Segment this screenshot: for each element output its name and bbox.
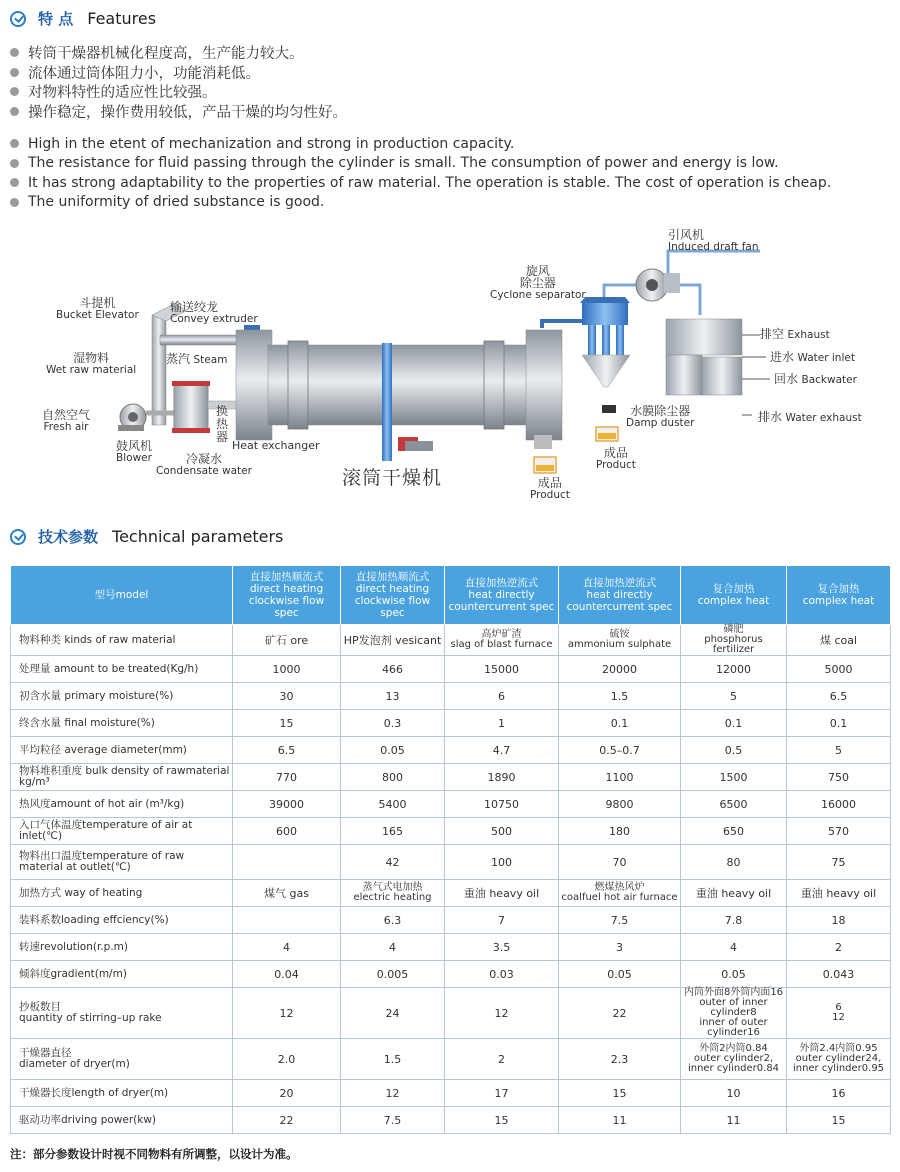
table-cell: 75 — [787, 845, 891, 880]
table-cell: 6 12 — [787, 988, 891, 1039]
list-item: 流体通过筒体阻力小，功能消耗低。 — [10, 63, 347, 83]
table-cell: 15 — [787, 1107, 891, 1134]
table-row — [11, 880, 891, 907]
table-cell: 磷肥 phosphorus fertilizer — [681, 625, 787, 656]
row-label: 装料系数loading effciency(%) — [11, 907, 233, 934]
table-cell: 0.05 — [341, 737, 445, 764]
table-cell: 18 — [787, 907, 891, 934]
table-cell: 15 — [445, 1107, 559, 1134]
table-cell: 1100 — [559, 764, 681, 791]
table-cell: 12 — [341, 1080, 445, 1107]
table-row — [11, 683, 891, 710]
table-row — [11, 1080, 891, 1107]
diagram-title: 滚筒干燥机 — [342, 467, 443, 489]
column-header-spec: 直接加热逆流式 heat directly countercurrent spec — [559, 566, 681, 625]
params-title-en: Technical parameters — [112, 527, 284, 546]
row-label: 抄板数目 quantity of stirring–up rake — [11, 988, 233, 1039]
table-cell: 15 — [233, 710, 341, 737]
table-row — [11, 818, 891, 845]
row-label: 物料出口温度temperature of raw material at outlet(℃) — [11, 845, 233, 880]
row-label: 加热方式 way of heating — [11, 880, 233, 907]
table-cell: 7.5 — [559, 907, 681, 934]
table-cell: 0.1 — [559, 710, 681, 737]
list-item: 转筒干燥器机械化程度高，生产能力较大。 — [10, 43, 347, 63]
row-label: 干燥器直径 diameter of dryer(m) — [11, 1039, 233, 1080]
table-cell: 22 — [233, 1107, 341, 1134]
bullet-icon — [10, 68, 19, 77]
table-cell: 0.05 — [681, 961, 787, 988]
table-cell: 70 — [559, 845, 681, 880]
table-cell: 外筒2内筒0.84 outer cylinder2, inner cylinder0.84 — [681, 1039, 787, 1080]
column-header-spec: 直接加热顺流式 direct heating clockwise flow spec — [341, 566, 445, 625]
label-bucket-elevator: 斗提机 Bucket Elevator — [56, 296, 139, 321]
list-item: The resistance for fluid passing through the cylinder is small. The consumption of power and energy is low. — [10, 154, 831, 174]
table-row — [11, 625, 891, 656]
table-cell: 重油 heavy oil — [445, 880, 559, 907]
table-cell: 6.3 — [341, 907, 445, 934]
table-cell: 0.005 — [341, 961, 445, 988]
table-cell: 5000 — [787, 656, 891, 683]
bullet-icon — [10, 87, 19, 96]
row-label: 热风度amount of hot air (m³/kg) — [11, 791, 233, 818]
label-convey-extruder: 输送绞龙 Convey extruder — [170, 300, 258, 325]
table-cell: 7 — [445, 907, 559, 934]
features-heading — [10, 8, 156, 29]
table-cell: 4.7 — [445, 737, 559, 764]
table-cell: 1.5 — [341, 1039, 445, 1080]
label-fresh-air: 自然空气 Fresh air — [42, 408, 91, 433]
table-cell: 30 — [233, 683, 341, 710]
features-title-zh: 特 点 — [38, 10, 74, 28]
row-label: 倾斜度gradient(m/m) — [11, 961, 233, 988]
table-cell: 3 — [559, 934, 681, 961]
table-row — [11, 1107, 891, 1134]
bullet-icon — [10, 159, 19, 168]
table-cell: 6.5 — [233, 737, 341, 764]
table-cell: 10750 — [445, 791, 559, 818]
table-cell: 500 — [445, 818, 559, 845]
table-row — [11, 961, 891, 988]
table-cell: 2 — [445, 1039, 559, 1080]
label-water-inlet: 进水 Water inlet — [770, 350, 855, 364]
table-row — [11, 988, 891, 1039]
check-circle-icon — [10, 11, 26, 27]
table-cell: 466 — [341, 656, 445, 683]
label-exhaust: 排空 Exhaust — [760, 327, 830, 341]
label-product-2: 成品 Product — [596, 446, 636, 471]
table-row — [11, 710, 891, 737]
table-cell: 39000 — [233, 791, 341, 818]
table-cell: 燃煤热风炉 coalfuel hot air furnace — [559, 880, 681, 907]
table-cell: 2.3 — [559, 1039, 681, 1080]
table-cell: 2.0 — [233, 1039, 341, 1080]
column-header-spec: 复合加热 complex heat — [787, 566, 891, 625]
table-cell: 3.5 — [445, 934, 559, 961]
row-label: 终含水量 final moisture(%) — [11, 710, 233, 737]
label-steam: 蒸汽 Steam — [166, 352, 228, 366]
table-row — [11, 737, 891, 764]
table-cell: 570 — [787, 818, 891, 845]
table-cell: 180 — [559, 818, 681, 845]
table-cell: 0.04 — [233, 961, 341, 988]
list-item: 对物料特性的适应性比较强。 — [10, 82, 347, 102]
table-cell: 0.1 — [681, 710, 787, 737]
features-list-zh — [10, 43, 347, 121]
features-title-en: Features — [87, 9, 157, 28]
table-cell: 5 — [681, 683, 787, 710]
label-water-exhaust: 排水 Water exhaust — [758, 410, 862, 424]
table-cell: 外筒2.4内筒0.95 outer cylinder24, inner cylinder0.95 — [787, 1039, 891, 1080]
table-cell: 100 — [445, 845, 559, 880]
table-cell: 770 — [233, 764, 341, 791]
table-cell: 24 — [341, 988, 445, 1039]
list-item: High in the etent of mechanization and strong in production capacity. — [10, 134, 831, 154]
table-cell: 650 — [681, 818, 787, 845]
table-cell: 重油 heavy oil — [787, 880, 891, 907]
table-cell: 1.5 — [559, 683, 681, 710]
table-cell: 2 — [787, 934, 891, 961]
table-cell — [233, 907, 341, 934]
table-cell: 20000 — [559, 656, 681, 683]
label-damp-duster: 水膜除尘器 Damp duster — [626, 404, 695, 429]
table-cell: 0.1 — [787, 710, 891, 737]
table-cell: 42 — [341, 845, 445, 880]
params-heading — [10, 526, 283, 547]
table-row — [11, 934, 891, 961]
table-cell: 0.3 — [341, 710, 445, 737]
bullet-icon — [10, 139, 19, 148]
table-cell: 矿石 ore — [233, 625, 341, 656]
label-condensate: 冷凝水 Condensate water — [156, 452, 252, 477]
label-wet-material: 湿物料 Wet raw material — [46, 351, 137, 376]
table-cell: 800 — [341, 764, 445, 791]
footnote: 注：部分参数设计时视不同物料有所调整，以设计为准。 — [10, 1147, 298, 1161]
table-cell: 4 — [233, 934, 341, 961]
label-blower: 鼓风机 Blower — [116, 439, 153, 464]
label-cyclone: 旋风 除尘器 Cyclone separator — [490, 264, 586, 301]
table-cell: 17 — [445, 1080, 559, 1107]
table-cell: 重油 heavy oil — [681, 880, 787, 907]
row-label: 物料堆积重度 bulk density of rawmaterial kg/m³ — [11, 764, 233, 791]
table-cell: 6 — [445, 683, 559, 710]
table-cell: 7.5 — [341, 1107, 445, 1134]
row-label: 物料种类 kinds of raw material — [11, 625, 233, 656]
table-cell: 165 — [341, 818, 445, 845]
label-induced-fan: 引风机 Induced draft fan — [668, 228, 759, 253]
table-cell: 0.5 — [681, 737, 787, 764]
table-cell: 硫铵 ammonium sulphate — [559, 625, 681, 656]
list-item: It has strong adaptability to the properties of raw material. The operation is stable. The cost of operation is cheap. — [10, 173, 831, 193]
row-label: 驱动功率driving power(kw) — [11, 1107, 233, 1134]
list-item: 操作稳定，操作费用较低，产品干燥的均匀性好。 — [10, 102, 347, 122]
list-item: The uniformity of dried substance is good. — [10, 193, 831, 213]
table-cell: 12 — [445, 988, 559, 1039]
table-cell: 12000 — [681, 656, 787, 683]
features-list-en — [10, 134, 831, 212]
table-cell: 22 — [559, 988, 681, 1039]
table-cell: 1500 — [681, 764, 787, 791]
table-cell: 15 — [559, 1080, 681, 1107]
table-cell: 1000 — [233, 656, 341, 683]
table-cell: 13 — [341, 683, 445, 710]
table-cell: 15000 — [445, 656, 559, 683]
table-cell: 5400 — [341, 791, 445, 818]
table-cell: HP发泡剂 vesicant — [341, 625, 445, 656]
table-cell: 4 — [681, 934, 787, 961]
table-cell: 5 — [787, 737, 891, 764]
table-row — [11, 764, 891, 791]
process-diagram — [0, 225, 900, 515]
table-cell: 0.03 — [445, 961, 559, 988]
table-cell: 1890 — [445, 764, 559, 791]
table-cell: 9800 — [559, 791, 681, 818]
table-cell: 6.5 — [787, 683, 891, 710]
table-cell: 80 — [681, 845, 787, 880]
table-row — [11, 1039, 891, 1080]
params-table — [10, 565, 891, 1134]
table-row — [11, 907, 891, 934]
label-product-1: 成品 Product — [530, 476, 570, 501]
row-label: 处理量 amount to be treated(Kg/h) — [11, 656, 233, 683]
table-cell: 0.043 — [787, 961, 891, 988]
table-cell: 600 — [233, 818, 341, 845]
table-cell: 内筒外面8外筒内面16 outer of inner cylinder8 inner of outer cylinder16 — [681, 988, 787, 1039]
table-cell: 4 — [341, 934, 445, 961]
row-label: 平均粒径 average diameter(mm) — [11, 737, 233, 764]
table-cell: 1 — [445, 710, 559, 737]
table-cell: 16 — [787, 1080, 891, 1107]
label-backwater: 回水 Backwater — [774, 372, 857, 386]
table-cell: 11 — [681, 1107, 787, 1134]
column-header-spec: 直接加热顺流式 direct heating clockwise flow spec — [233, 566, 341, 625]
table-cell: 12 — [233, 988, 341, 1039]
table-cell: 10 — [681, 1080, 787, 1107]
table-row — [11, 791, 891, 818]
table-cell: 7.8 — [681, 907, 787, 934]
table-header-row — [11, 566, 891, 625]
table-cell: 蒸气式电加热 electric heating — [341, 880, 445, 907]
table-row — [11, 656, 891, 683]
bullet-icon — [10, 198, 19, 207]
table-cell: 16000 — [787, 791, 891, 818]
row-label: 入口气体温度temperature of air at inlet(℃) — [11, 818, 233, 845]
column-header-spec: 复合加热 complex heat — [681, 566, 787, 625]
label-heat-exchanger-en: Heat exchanger — [232, 439, 320, 452]
table-cell: 0.5–0.7 — [559, 737, 681, 764]
params-title-zh: 技术参数 — [38, 528, 99, 546]
check-circle-icon — [10, 529, 26, 545]
table-cell: 750 — [787, 764, 891, 791]
table-row — [11, 845, 891, 880]
bullet-icon — [10, 178, 19, 187]
row-label: 初含水量 primary moisture(%) — [11, 683, 233, 710]
column-header-spec: 直接加热逆流式 heat directly countercurrent spec — [445, 566, 559, 625]
table-cell: 煤气 gas — [233, 880, 341, 907]
column-header-model: 型号model — [11, 566, 233, 625]
table-cell: 0.05 — [559, 961, 681, 988]
table-cell: 高炉矿渣 slag of blast furnace — [445, 625, 559, 656]
row-label: 干燥器长度length of dryer(m) — [11, 1080, 233, 1107]
row-label: 转速revolution(r.p.m) — [11, 934, 233, 961]
table-cell: 11 — [559, 1107, 681, 1134]
bullet-icon — [10, 107, 19, 116]
bullet-icon — [10, 48, 19, 57]
table-cell: 20 — [233, 1080, 341, 1107]
table-cell: 煤 coal — [787, 625, 891, 656]
table-cell: 6500 — [681, 791, 787, 818]
table-cell — [233, 845, 341, 880]
label-heat-exchanger-zh: 换热器 — [216, 404, 229, 444]
